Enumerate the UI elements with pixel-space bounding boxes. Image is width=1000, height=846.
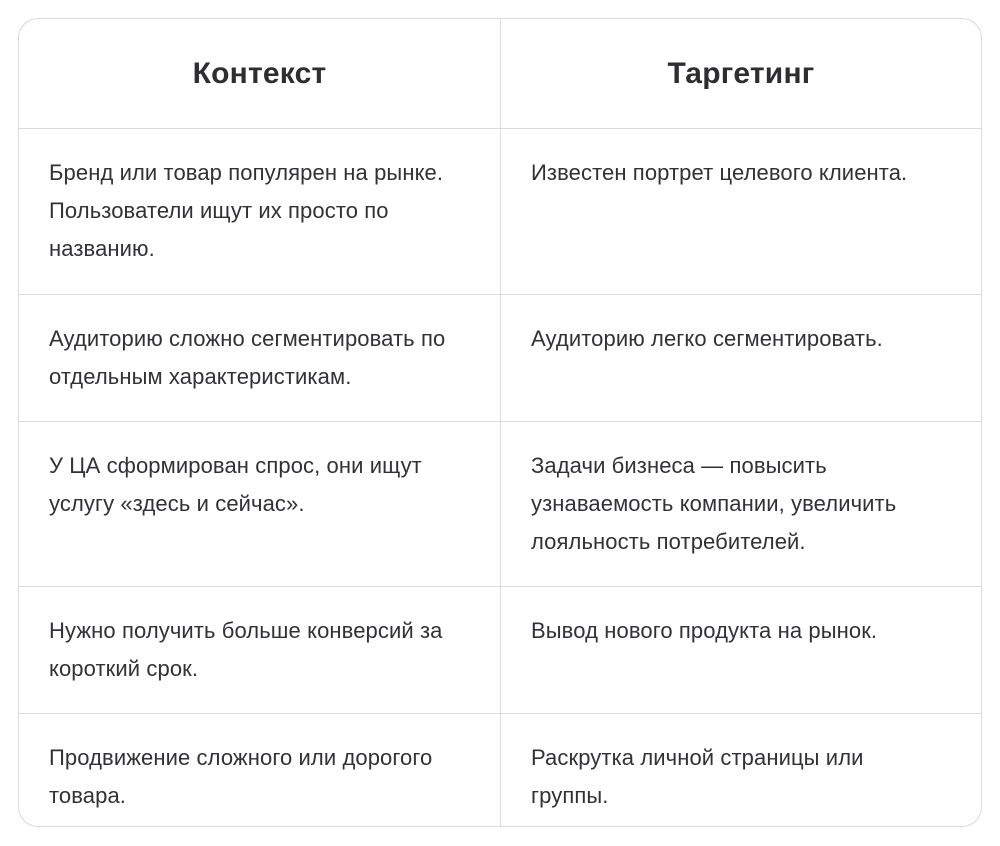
- table-row: [19, 713, 981, 827]
- column-header-context: Контекст: [192, 56, 327, 90]
- table-row: [19, 421, 981, 586]
- table-row: [19, 128, 981, 294]
- context-vs-targeting-table: [18, 18, 982, 827]
- table-header-row: [19, 19, 981, 128]
- cell-context-4: Нужно получить больше конверсий за короткий срок.: [49, 618, 443, 681]
- cell-targeting-3: Задачи бизнеса — повысить узнаваемость компании, увеличить лояльность потребителей.: [500, 422, 981, 586]
- table-row: [19, 586, 981, 713]
- cell-context-5: Продвижение сложного или дорогого товара.: [49, 745, 433, 808]
- table-row: [19, 294, 981, 421]
- cell-context-3: У ЦА сформирован спрос, они ищут услугу «здесь и сейчас».: [49, 453, 422, 516]
- cell-targeting-4: Вывод нового продукта на рынок.: [500, 587, 981, 713]
- column-header-targeting: Таргетинг: [500, 19, 981, 128]
- cell-targeting-2: Аудиторию легко сегментировать.: [500, 295, 981, 421]
- cell-context-2: Аудиторию сложно сегментировать по отдельным характеристикам.: [49, 326, 446, 389]
- cell-targeting-1: Известен портрет целевого клиента.: [500, 129, 981, 294]
- cell-context-1: Бренд или товар популярен на рынке. Пользователи ищут их просто по названию.: [49, 160, 444, 261]
- cell-targeting-5: Раскрутка личной страницы или группы.: [500, 714, 981, 827]
